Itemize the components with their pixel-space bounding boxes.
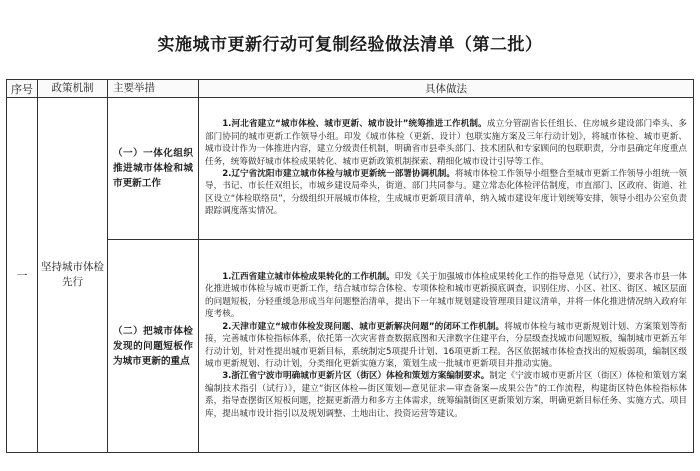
measure-1: （一）一体化组织推进城市体检和城市更新工作 xyxy=(108,98,199,240)
practice-item-text: 制定《宁波市城市更新片区（街区）体检和策划方案编制技术指引（试行）》，建立“街区体检—街区策划—意见征求—审查备案—成果公告”的工作流程，构建街区特色体检指标体系，指导查摆街区短板问题，挖掘更新潜力和多方主体需求，统筹编制街区更新策划方案，明确更新目标任务、实施方式、项目库，提出城市设计指引以及规划调整、土地出让、投资运营等建议。 xyxy=(205,371,687,419)
practice-item-text: 成立分管副省长任组长、住房城乡建设部门牵头、多部门协同的城市更新工作领导小组。印发《城市体检（更新、设计）包联实施方案及三年行动计划》，将城市体检、城市更新、城市设计作为一体推进内容，建立分级责任机制，明确省市县牵头部门、技术团队和专家顾问的包联职责，分市县确定年度重点任务，统筹做好城市体检成果转化、城市更新政策机制探索、精细化城市设计引导等工作。 xyxy=(205,119,687,167)
practice-item xyxy=(205,370,687,420)
table-row xyxy=(7,240,694,453)
practice-item-lead: 2.天津市建立“城市体检发现问题、城市更新解决问题”的闭环工作机制。 xyxy=(222,321,505,332)
practice-item-lead: 1.江西省建立城市体检成果转化的工作机制。 xyxy=(222,272,395,283)
header-mechanism: 政策机制 xyxy=(38,80,108,98)
row-mechanism: 坚持城市体检先行 xyxy=(38,98,108,453)
page-title: 实施城市更新行动可复制经验做法清单（第二批） xyxy=(157,35,543,55)
practice-item-lead: 1.河北省建立“城市体检、城市更新、城市设计”统筹推进工作机制。 xyxy=(222,119,487,130)
practice-item-text: 将城市体检工作领导小组整合至城市更新工作领导小组统一领导，书记、市长任双组长，市城乡建设局牵头，街道、部门共同参与。建立常态化体检评估制度，市直部门、区政府、街道、社区设立“体检联络员”，分级组织开展城市体检，生成城市更新项目清单，纳入城市建设年度计划统筹安排，领导小组办公室负责跟踪调度落实情况。 xyxy=(205,169,687,217)
practice-item-text: 印发《关于加强城市体检成果转化工作的指导意见（试行）》，要求各市县一体化推进城市体检与城市更新工作，结合城市综合体检、专项体检和城市更新摸底调查，识别住房、小区、社区、街区、城区层面的问题短板，分轻重缓急形成当年问题整治清单，提出下一年城市规划建设管理项目建议清单，并将一体化推进情况纳入政府年度考核。 xyxy=(205,272,687,320)
practice-item-text: 将城市体检与城市更新规划计划、方案策划等衔接，完善城市体检指标体系，依托第一次灾害普查数据底图和天津数字住建平台，分层级查找城市问题短板，编制城市更新五年行动计划，针对性提出城市更新目标，系统制定5项提升计划、16项更新工程。各区依据城市体检查找出的短板弱项，编制区级城市更新规划、行动计划，分类细化更新实施方案，策划生成一批城市更新项目并推动实施。 xyxy=(205,321,687,369)
table-row xyxy=(7,98,694,240)
practice-item xyxy=(205,321,687,371)
table-header-row xyxy=(7,80,694,98)
practice-item xyxy=(205,118,687,168)
header-no: 序号 xyxy=(7,80,38,98)
practice-group-1 xyxy=(199,98,694,240)
practice-item-lead: 3.浙江省宁波市明确城市更新片区（街区）体检和策划方案编制要求。 xyxy=(222,371,490,382)
experience-table xyxy=(6,79,694,453)
practice-item-lead: 2.辽宁省沈阳市建立城市体检与城市更新统一部署协调机制。 xyxy=(222,169,455,179)
row-number: 一 xyxy=(7,98,38,453)
header-practice: 具体做法 xyxy=(199,80,694,98)
measure-2: （二）把城市体检发现的问题短板作为城市更新的重点 xyxy=(108,240,199,453)
practice-item xyxy=(205,168,687,218)
practice-item xyxy=(205,271,687,321)
header-measures: 主要举措 xyxy=(108,80,199,98)
practice-group-2 xyxy=(199,240,694,453)
